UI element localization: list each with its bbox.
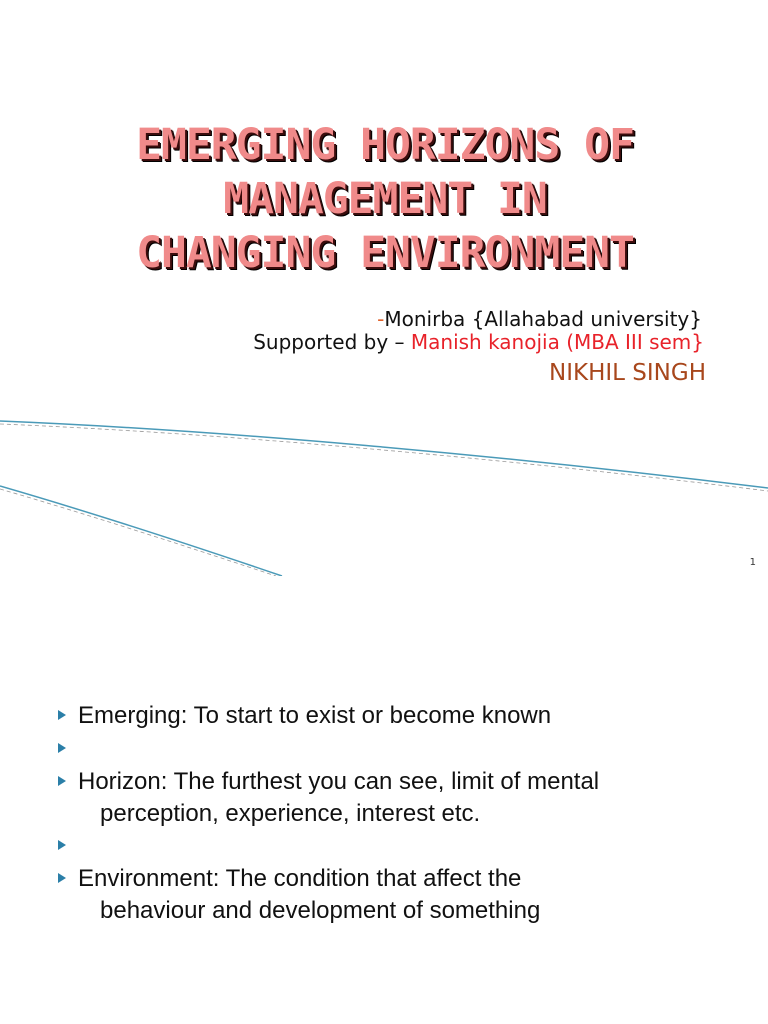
supporter-name: Manish kanojia (MBA III sem} xyxy=(410,330,704,354)
author-name: Monirba {Allahabad university} xyxy=(384,307,702,331)
supported-prefix: Supported by – xyxy=(253,330,411,354)
curve-upper-shadow xyxy=(0,424,768,491)
bullet-text: Emerging: To start to exist or become known xyxy=(78,702,552,729)
slide-2 xyxy=(0,576,768,1024)
author-dash: - xyxy=(377,307,385,331)
bullet-text: Environment: The condition that affect the xyxy=(78,865,522,892)
curve-lower-shadow xyxy=(0,489,276,576)
curve-upper xyxy=(0,421,768,488)
triangle-bullet-icon xyxy=(58,840,66,850)
triangle-bullet-icon xyxy=(58,710,66,720)
second-supporter-name: NIKHIL SINGH xyxy=(549,360,706,386)
bullet-continuation: perception, experience, interest etc. xyxy=(100,800,481,827)
curve-lower xyxy=(0,486,282,576)
title-line-1: EMERGING HORIZONS OF xyxy=(136,120,634,170)
title-line-2: MANAGEMENT IN xyxy=(223,174,547,224)
bullet-text: Horizon: The furthest you can see, limit of mental xyxy=(78,768,600,795)
bullet-item-horizon xyxy=(56,766,746,830)
bullet-item-emerging xyxy=(56,700,746,733)
triangle-bullet-icon xyxy=(58,743,66,753)
definition-list xyxy=(56,700,746,927)
bullet-item-empty xyxy=(56,733,746,766)
bullet-item-environment xyxy=(56,863,746,927)
slide-number: 1 xyxy=(749,557,756,568)
bullet-item-empty xyxy=(56,830,746,863)
title-line-3: CHANGING ENVIRONMENT xyxy=(136,228,634,278)
triangle-bullet-icon xyxy=(58,776,66,786)
bullet-continuation: behaviour and development of something xyxy=(100,897,541,924)
triangle-bullet-icon xyxy=(58,873,66,883)
